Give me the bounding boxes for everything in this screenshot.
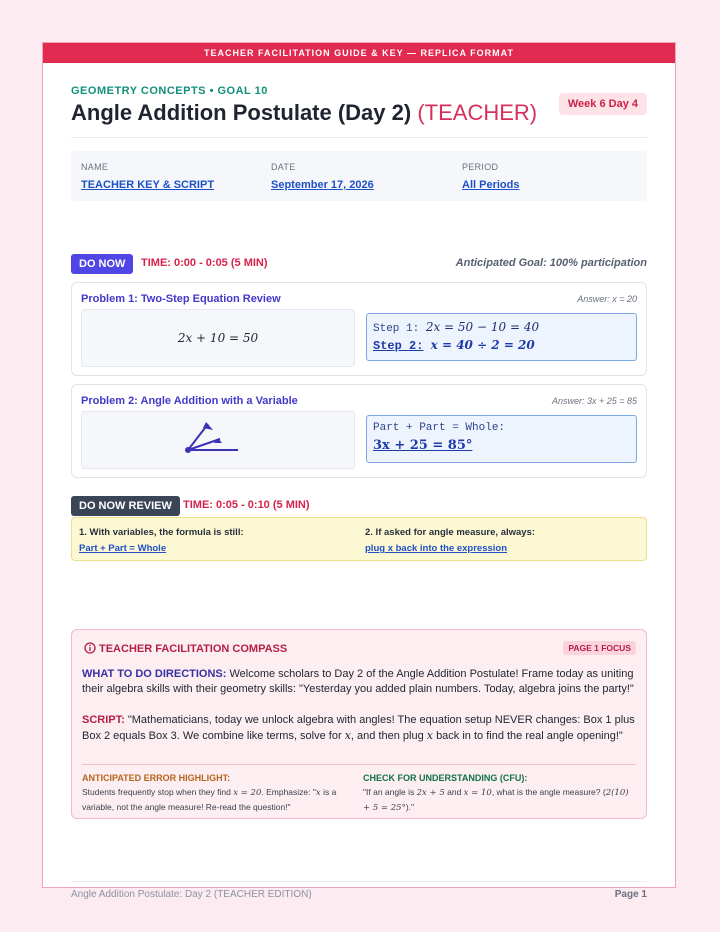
script-text-a: "Mathematicians, today we unlock algebra with angles! The equation setup NEVER changes: Box 1 plus Box 2 equals Box 3. We combine like terms, solve for: [82, 714, 635, 742]
period-label: PERIOD: [462, 162, 499, 172]
problem-1-prompt-box: [81, 309, 355, 367]
do-now-time: TIME: 0:00 - 0:05 (5 MIN): [141, 257, 268, 269]
directions-paragraph: [82, 667, 636, 697]
title-text: Angle Addition Postulate (Day 2): [71, 100, 412, 125]
compass-divider: [82, 764, 636, 765]
step-1-math: 2x = 50 − 10 = 40: [425, 320, 540, 334]
problem-1-answer: Answer: x = 20: [577, 294, 637, 304]
problem-1-work-box[interactable]: [366, 313, 637, 361]
problem-2-work-box[interactable]: [366, 415, 637, 463]
review-item-1-answer[interactable]: Part + Part = Whole: [79, 543, 167, 554]
step-2-math: x = 40 ÷ 2 = 20: [430, 338, 535, 352]
info-circle-icon: [84, 642, 96, 654]
cfu-text-d: ).": [405, 802, 415, 812]
cfu-block: [363, 771, 635, 815]
anticipated-goal: Anticipated Goal: 100% participation: [455, 257, 647, 269]
error-text-c: is a variable, not the angle measure! Re-read the question!": [82, 787, 337, 812]
compass-title: [84, 642, 287, 655]
error-var: x: [315, 788, 321, 798]
date-value-link[interactable]: September 17, 2026: [271, 179, 374, 191]
footer-page-number: Page 1: [614, 889, 647, 900]
divider: [71, 137, 647, 138]
page-title: [71, 100, 537, 126]
problem-1-title: Problem 1: Two-Step Equation Review: [81, 293, 281, 305]
script-text-c: back in to find the real angle opening!": [436, 730, 623, 742]
script-text-b: , and then plug: [350, 730, 424, 742]
directions-text: Welcome scholars to Day 2 of the Angle Addition Postulate! Frame today as uniting their algebra skills with their geometry skills: "Yesterday you added plain numbers. Today, algebra joins the party!": [82, 668, 634, 695]
cfu-text-a: "If an angle is: [363, 787, 415, 797]
meta-bar: [71, 151, 647, 201]
title-teacher-tag: (TEACHER): [417, 100, 538, 125]
problem-2-work-label: Part + Part = Whole:: [373, 422, 506, 434]
error-math: x = 20: [233, 788, 262, 798]
meta-name: [81, 162, 214, 191]
name-label: NAME: [81, 162, 109, 172]
meta-date: [271, 162, 374, 191]
review-item-2: [365, 527, 535, 554]
script-var: x: [344, 729, 351, 742]
facilitation-compass: [71, 629, 647, 819]
meta-period: [462, 162, 519, 191]
review-time: TIME: 0:05 - 0:10 (5 MIN): [183, 499, 310, 511]
problem-2-work-math: 3x + 25 = 85°: [373, 438, 473, 453]
review-item-1: [79, 527, 244, 554]
step-1-line: [373, 320, 539, 335]
step-1-label: Step 1:: [373, 323, 420, 335]
cfu-text-b: and: [447, 787, 462, 797]
step-2-line: [373, 338, 535, 353]
footer-divider: [71, 881, 647, 882]
review-pill: DO NOW REVIEW: [71, 496, 180, 516]
page-focus-badge: PAGE 1 FOCUS: [563, 641, 636, 655]
problem-2-title: Problem 2: Angle Addition with a Variable: [81, 395, 298, 407]
problem-2-card: [71, 384, 647, 478]
compass-title-text: TEACHER FACILITATION COMPASS: [99, 643, 288, 655]
top-banner: TEACHER FACILITATION GUIDE & KEY — REPLICA FORMAT: [43, 43, 675, 63]
review-box: [71, 517, 647, 561]
error-highlight: [82, 771, 354, 814]
angle-diagram-icon: [82, 412, 354, 468]
cfu-math-1: 2x + 5: [416, 788, 445, 798]
problem-2-answer: Answer: 3x + 25 = 85: [551, 396, 637, 406]
directions-lead: WHAT TO DO DIRECTIONS:: [82, 668, 227, 680]
cfu-math-2: x = 10: [463, 788, 492, 798]
footer-title: Angle Addition Postulate: Day 2 (TEACHER EDITION): [71, 889, 312, 900]
error-head: ANTICIPATED ERROR HIGHLIGHT:: [82, 773, 231, 783]
problem-2-prompt-box: [81, 411, 355, 469]
name-value-link[interactable]: TEACHER KEY & SCRIPT: [81, 179, 215, 191]
week-badge: Week 6 Day 4: [559, 93, 647, 115]
problem-1-card: [71, 282, 647, 376]
review-item-2-answer[interactable]: plug x back into the expression: [365, 543, 508, 554]
error-text-b: . Emphasize: ": [261, 787, 316, 797]
worksheet-page: [42, 42, 676, 900]
cfu-text-c: , what is the angle measure? (: [491, 787, 606, 797]
unit-kicker: GEOMETRY CONCEPTS • GOAL 10: [71, 85, 268, 97]
review-item-2-question: 2. If asked for angle measure, always:: [365, 527, 536, 538]
script-lead: SCRIPT:: [82, 714, 125, 726]
step-2-label: Step 2:: [373, 339, 424, 353]
period-value-link[interactable]: All Periods: [462, 179, 520, 191]
script-var-2: x: [426, 729, 433, 742]
do-now-pill: DO NOW: [71, 254, 133, 274]
date-label: DATE: [271, 162, 296, 172]
error-text-a: Students frequently stop when they find: [82, 787, 231, 797]
cfu-head: CHECK FOR UNDERSTANDING (CFU):: [363, 773, 528, 783]
cfu-math-3: 2(10) + 5 = 25°: [363, 788, 629, 813]
script-paragraph: [82, 713, 636, 744]
problem-1-equation: 2x + 10 = 50: [177, 331, 259, 345]
review-item-1-question: 1. With variables, the formula is still:: [79, 527, 244, 538]
